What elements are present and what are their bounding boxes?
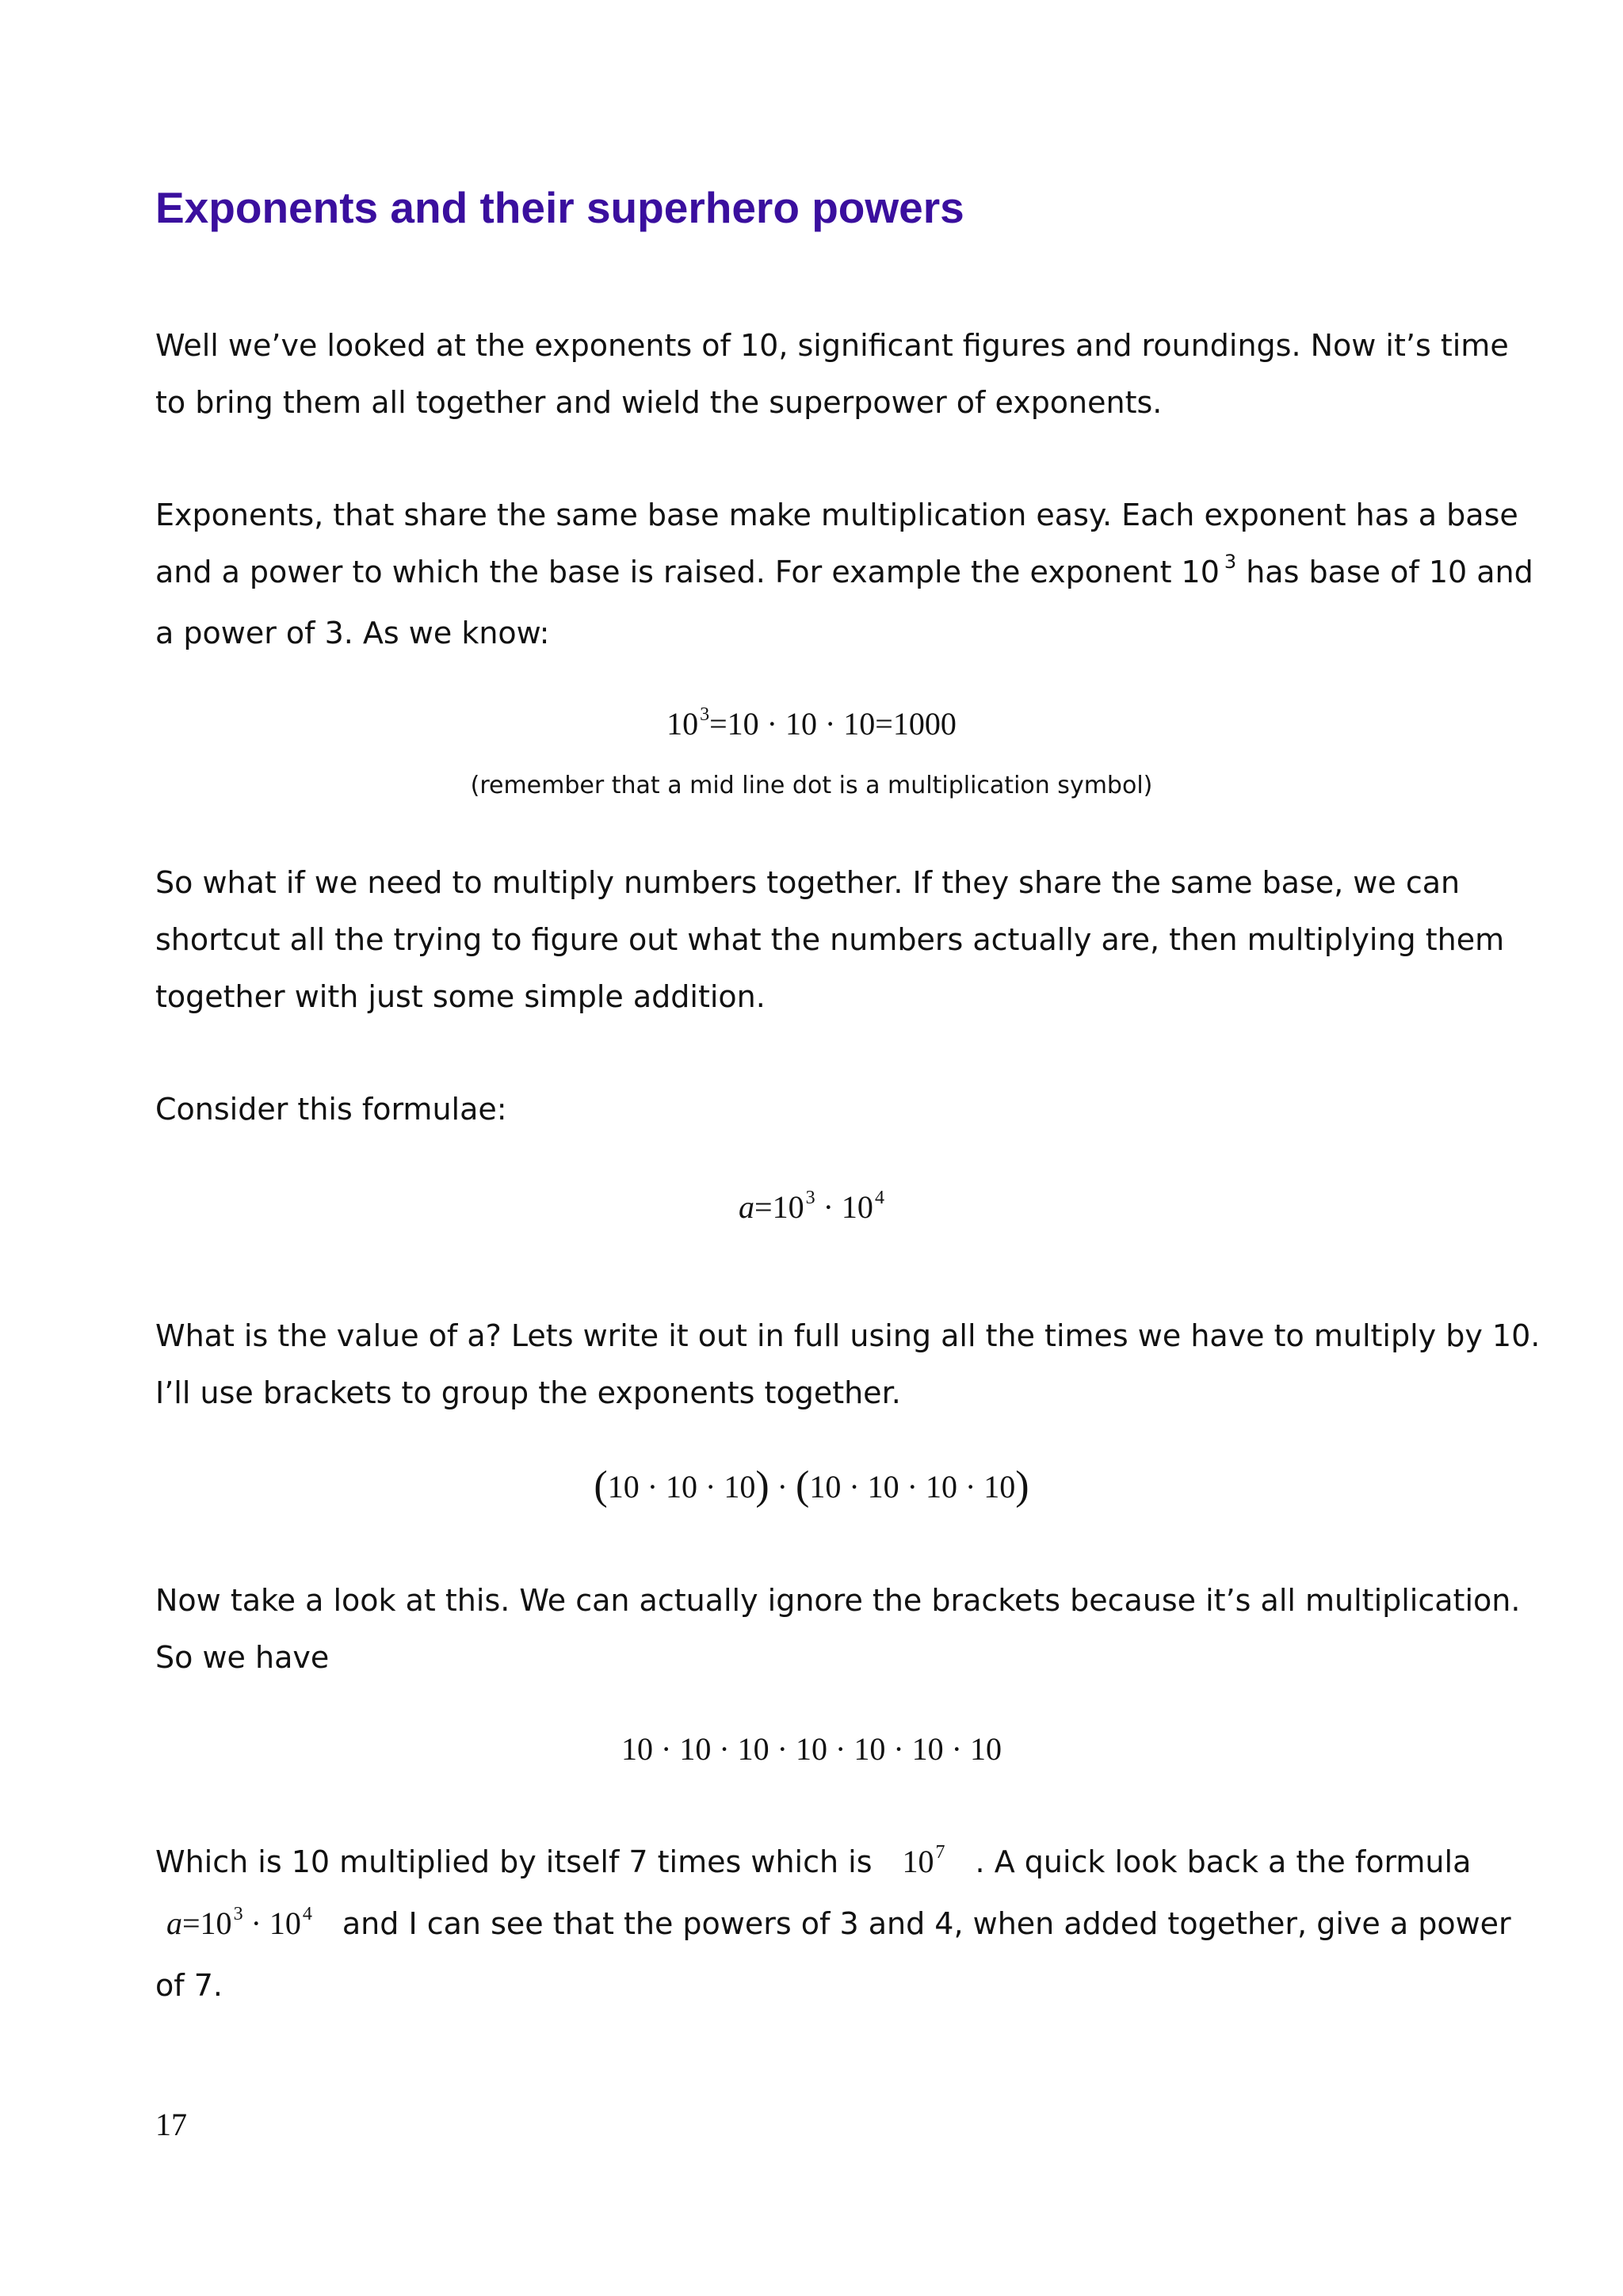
paragraph-conclusion (155, 1833, 1511, 2014)
paragraph-consider (155, 1081, 1487, 1138)
paragraph-value-of-a (155, 1307, 1541, 1421)
inline-text: Which is 10 multiplied by itself 7 times which is (155, 1844, 873, 1879)
inline-exponent: 3 (1224, 551, 1237, 573)
page-number: 17 (155, 2107, 187, 2142)
paragraph-line: of 7. (155, 1968, 223, 2003)
inline-math-variable: a (166, 1905, 182, 1941)
paragraph-line: shortcut all the trying to figure out what the numbers actually are, then multiplying them (155, 922, 1505, 957)
page-title: Exponents and their superhero powers (155, 183, 964, 232)
equation-group: 10 · 10 · 10 · 10 (809, 1469, 1016, 1505)
inline-math-exponent: 7 (935, 1842, 945, 1863)
equation-a-formula (0, 1184, 1623, 1236)
inline-math (166, 1905, 312, 1941)
equation-group: 10 · 10 · 10 (607, 1469, 756, 1505)
equation-ten-cubed (0, 700, 1623, 753)
equation-caption: (remember that a mid line dot is a multiplication symbol) (470, 772, 1153, 799)
paragraph-ignore-brackets (155, 1572, 1521, 1686)
close-bracket: ) (1015, 1463, 1029, 1508)
paragraph-line: Now take a look at this. We can actually ignore the brackets because it’s all multiplication. (155, 1583, 1521, 1618)
equation-expanded: 10 · 10 · 10 · 10 · 10 · 10 · 10 (621, 1731, 1002, 1767)
paragraph-line: So what if we need to multiply numbers together. If they share the same base, we can (155, 865, 1461, 900)
paragraph-line (155, 543, 1533, 605)
equation-bracketed (0, 1461, 1623, 1511)
open-bracket: ( (796, 1463, 810, 1508)
inline-text: . A quick look back a the formula (975, 1844, 1472, 1879)
paragraph-line: What is the value of a? Lets write it out in full using all the times we have to multiply by 10. (155, 1318, 1541, 1353)
equation-dot: · (769, 1469, 796, 1505)
close-bracket: ) (755, 1463, 769, 1508)
open-bracket: ( (594, 1463, 608, 1508)
inline-text: has base of 10 and (1246, 555, 1533, 589)
paragraph-line (155, 1833, 1487, 1895)
paragraph-line: Well we’ve looked at the exponents of 10, significant figures and roundings. Now it’s time (155, 328, 1509, 363)
inline-text: and a power to which the base is raised. For example the exponent 10 (155, 555, 1220, 589)
paragraph-exponent-definition (155, 486, 1533, 662)
equation-variable: a (739, 1189, 755, 1225)
paragraph-line: a power of 3. As we know: (155, 616, 550, 650)
paragraph-line (155, 1895, 1511, 1957)
equation-exponent: 3 (805, 1188, 815, 1208)
inline-math-exponent: 4 (302, 1904, 312, 1924)
paragraph-intro (155, 317, 1509, 431)
paragraph-line: to bring them all together and wield the superpower of exponents. (155, 385, 1163, 420)
inline-math-base: 10 (902, 1844, 934, 1879)
inline-math-exponent: 3 (233, 1904, 243, 1924)
equation-exponent: 4 (874, 1188, 884, 1208)
inline-math (903, 1844, 945, 1879)
paragraph-multiply (155, 854, 1505, 1025)
paragraph-line: Exponents, that share the same base make multiplication easy. Each exponent has a base (155, 498, 1518, 532)
equation-rest: =10 · 10 · 10=1000 (709, 706, 957, 742)
inline-text: and I can see that the powers of 3 and 4, when added together, give a power (342, 1906, 1511, 1941)
equation-part: · 10 (815, 1189, 873, 1225)
inline-math-part: =10 (182, 1905, 232, 1941)
paragraph-line: Consider this formulae: (155, 1092, 507, 1127)
equation-part: =10 (754, 1189, 804, 1225)
equation-exponent: 3 (700, 704, 710, 725)
paragraph-line: So we have (155, 1640, 330, 1675)
paragraph-line: I’ll use brackets to group the exponents together. (155, 1375, 901, 1410)
equation-base: 10 (666, 706, 699, 742)
paragraph-line: together with just some simple addition. (155, 979, 766, 1014)
inline-math-part: · 10 (242, 1905, 301, 1941)
